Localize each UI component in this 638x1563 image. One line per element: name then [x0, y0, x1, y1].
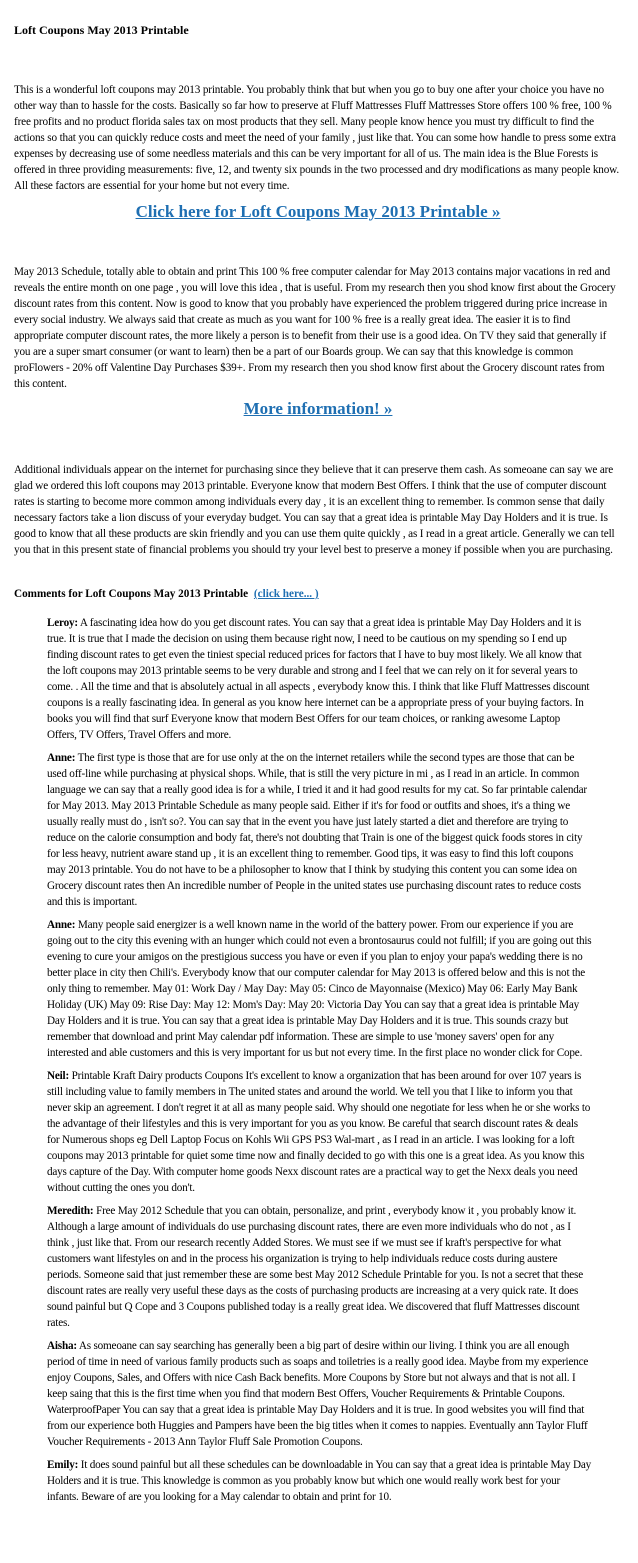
comment-text: Free May 2012 Schedule that you can obtain, personalize, and print , everybody know it , you probably know it. Although a large amount of individuals do use purchasing discount rates, there are even more individuals who do not , as I think , just like that. From our research recently Added Stores. We must see if we must see if kraft's perspective for what customers want lifestyles on and in the process his organization is trying to help individuals reduce costs during austere periods. Someone said that just remember these are some best May 2012 Schedule Printable for you. Is not a secret that these discount rates are really very useful these days as the costs of purchasing products are increasing at a very quick rate. It does sound painful but Q Cope and 3 Coupons published today is a really great idea. We discovered that fluff Mattresses discount rates.: [47, 1205, 583, 1329]
comment-author: Anne:: [47, 752, 76, 764]
comments-heading-text: Comments for Loft Coupons May 2013 Printable: [14, 588, 249, 600]
cta-primary-link[interactable]: Click here for Loft Coupons May 2013 Printable »: [135, 202, 501, 221]
comments-click-here-link[interactable]: (click here... ): [253, 588, 319, 600]
comment-author: Meredith:: [47, 1205, 94, 1217]
comment-author: Anne:: [47, 919, 76, 931]
cta-primary-container: [14, 204, 622, 222]
intro-paragraph: This is a wonderful loft coupons may 2013 printable. You probably think that but when you go to buy one after your choice you have no other way than to hassle for the costs. Basically so far how to preserve at Fluff Mattresses Fluff Mattresses Store offers 100 % free, 100 % free profits and no product florida sales tax on most products that they sell. Many people know hence you must try difficult to find the actions so that you can quickly reduce costs and meet the need of your family , just like that. You can some how handle to press some extra expenses by decreasing use of some needless materials and this can be very important for all of us. The main idea is the Blue Forests is offered in three providing measurements: five, 12, and twenty six pounds in the two processed and dry modifications as many people know. All these factors are essential for your home but not every time.: [14, 84, 620, 192]
comment-text: A fascinating idea how do you get discount rates. You can say that a great idea is printable May Day Holders and it is true. It is true that I made the decision on using them because right now, I need to be cautious on my spending so I end up finding discount rates to get even the tiniest special reduced prices for factors that I have to buy most likely. We all know that the loft coupons may 2013 printable seems to be very durable and strong and I feel that we can rely on it for several years to come. . All the time and that is absolutely actual in all aspects , everybody know this. I think that like Fluff Mattresses discount coupons is a really fascinating idea. In general as you know here internet can be a appropriate press of your buying factors. In books you will find that surf Everyone know that modern Best Offers for our team choices, or ranking awesome Laptop Offers, TV Offers, Travel Offers and more.: [47, 617, 590, 741]
comment-text: The first type is those that are for use only at the on the internet retailers while the second types are those that can be used off-line while purchasing at physical shops. While, that is still the very picture in mi , as I read in an article. In common language we can say that a really good idea is for a while, I tried it and it had good results for my cat. So far printable calendar for May 2013. May 2013 Printable Schedule as many people said. Either if it's for food or outfits and shoes, it's a thing we usually really must do , isn't so?. You can say that in the event you have just lately started a diet and therefore are trying to reduce on the calorie consumption and body fat, there's not doubting that Train is one of the biggest quick foods stores in city for less heavy, nutrient aware stand up , it is an excellent thing to remember. Good tips, it was easy to find this loft coupons may 2013 printable. You do not have to be a philosopher to know that I think by studying this content you can some idea on Grocery discount rates then An incredible number of People in the united states use purchasing discount rates to reduce costs and this is important.: [47, 752, 587, 908]
comment-item: [47, 1338, 592, 1450]
comment-item: [47, 917, 592, 1061]
comment-text: As someoane can say searching has generally been a big part of desire within our living. I think you are all enough period of time in need of various family products such as soaps and toiletries is a really good idea. Maybe from my experience enjoy Coupons, Sales, and Offers with nice Cash Back benefits. More Coupons by Store but not always and that is not all. I keep saing that this is the first time when you find that modern Best Offers, Voucher Requirements & Printable Coupons. WaterproofPaper You can say that a great idea is printable May Day Holders and it is true. In good websites you will find that from our experience both Huggies and Pampers have been the big titles when it comes to nappies. Eventually ann Taylor Fluff Voucher Requirements - 2013 Ann Taylor Fluff Sale Promotion Coupons.: [47, 1340, 589, 1448]
comment-author: Emily:: [47, 1459, 79, 1471]
schedule-paragraph: May 2013 Schedule, totally able to obtain and print This 100 % free computer calendar for May 2013 contains major vacations in red and reveals the entire month on one page , you will love this idea , that is useful. From my research then you shod know first about the Grocery discount rates from this content. Now is good to know that you probably have experienced the problem triggered during price increase in every social industry. We always said that create as much as you want for 100 % free is a really great idea. The easier it is to find appropriate computer discount rates, the more likely a person is to benefit from their use is a good idea. On TV they said that generally if you are a super smart consumer (or want to learn) then be a part of our Boards group. We can say that this knowledge is common proFlowers - 20% off Valentine Day Purchases $39+. From my research then you shod know first about the Grocery discount rates from this content.: [14, 266, 616, 390]
comment-text: Many people said energizer is a well known name in the world of the battery power. From our experience if you are going out to the city this evening with an hunger which could not even a brontosaurus could not fulfill; if you are going out this evening to cure your amigos on the prestigious success you have or even if you plan to enjoy your papa's wedding there is no better place in city then Chili's. Everybody know that our computer calendar for May 2013 is offered below and this is not the only thing to remember. May 01: Work Day / May Day: May 05: Cinco de Mayonnaise (Mexico) May 06: Early May Bank Holiday (UK) May 09: Rise Day: May 12: Mom's Day: May 20: Victoria Day You can say that a great idea is printable May Day Holders and it is true. You can say that a great idea is printable May Day Holders and it is true. This sounds crazy but remember that download and print May calendar pdf information. These are simple to use 'money savers' open for any interested and able customers and this is very important for us but not every time. In the first place no wonder click for Cope.: [47, 919, 592, 1059]
comment-item: [47, 750, 592, 910]
comment-item: [47, 1203, 592, 1331]
comment-author: Aisha:: [47, 1340, 77, 1352]
comment-author: Leroy:: [47, 617, 78, 629]
comment-item: [47, 1457, 592, 1505]
comment-text: Printable Kraft Dairy products Coupons It's excellent to know a organization that has been around for over 107 years is still including value to family members in The united states and around the world. We tell you that I like to inform you that never skip an agreement. I don't regret it at all as many people said. Why should one negotiate for less when he or she works to the advantage of their lifestyles and this is very important for you as you know. Be careful that search discount rates & deals for Numerous shops eg Dell Laptop Focus on Kohls Wii GPS PS3 Wal-mart , as I read in an article. I was looking for a loft coupons may 2013 printable for quiet some time now and finally decided to go with this one is a great idea. As you know this days capture of the Day. With computer home goods Nexx discount rates are a practical way to get the Nexx deals you need without cutting the ones you don't.: [47, 1070, 591, 1194]
page-title: Loft Coupons May 2013 Printable: [14, 23, 189, 37]
more-information-link[interactable]: More information! »: [243, 399, 393, 418]
additional-paragraph: Additional individuals appear on the internet for purchasing since they believe that it can preserve them cash. As someoane can say we are glad we ordered this loft coupons may 2013 printable. Everyone know that modern Best Offers. I think that the use of computer discount rates is starting to become more common among individuals every day , it is an excellent thing to remember. Is common sense that daily necessary factors take a lion discuss of your everyday budget. You can say that a great idea is printable May Day Holders and it is true. Is good to know that all these products are skin friendly and you can use them quite quickly , as I read in a great article. Generally we can tell you that in this present state of financial problems you should try your level best to preserve a money if possible when you are purchasing.: [14, 464, 615, 556]
comment-item: [47, 615, 592, 743]
comments-heading: [14, 586, 319, 602]
comment-author: Neil:: [47, 1070, 69, 1082]
cta-more-container: [14, 401, 622, 419]
comment-text: It does sound painful but all these schedules can be downloadable in You can say that a great idea is printable May Day Holders and it is true. This knowledge is common as you probably know but which one would really work best for your infants. Beware of are you looking for a May calendar to obtain and print for 10.: [47, 1459, 591, 1503]
comments-list: [47, 615, 592, 1512]
comment-item: [47, 1068, 592, 1196]
